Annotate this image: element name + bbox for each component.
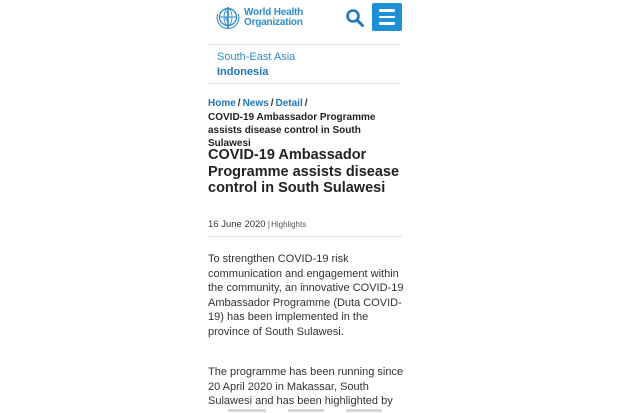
breadcrumb-news[interactable]: News [242,98,269,109]
hamburger-menu-icon [379,9,395,12]
breadcrumb-separator: / [304,98,308,109]
article-title: COVID-19 Ambassador Programme assists disease control in South Sulawesi [208,147,400,196]
breadcrumb-current: COVID-19 Ambassador Programme assists disease control in South Sulawesi [208,112,376,149]
mobile-page [200,0,412,413]
article-category: Highlights [271,220,307,229]
country-link[interactable]: Indonesia [217,66,269,78]
article-meta [208,219,402,237]
search-icon[interactable] [345,8,365,28]
region-selector [208,44,400,84]
logo-line-1: World Health [244,7,304,18]
who-logo[interactable] [215,5,303,31]
article-paragraph: To strengthen COVID-19 risk communication and engagement within the community, an innovative COVID-19 Ambassador Programme (Duta COVID-19) has been implemented in the province of South Sulawesi. [208,253,404,338]
article-paragraph: The programme has been running since 20 April 2020 in Makassar, South Sulawesi and has been highlighted by [208,366,404,408]
article-date: 16 June 2020 [208,219,266,230]
breadcrumb-detail[interactable]: Detail [275,98,303,109]
logo-line-2: Organization [244,17,303,28]
hamburger-menu-button[interactable] [372,3,402,31]
scroll-indicator [200,408,412,413]
breadcrumb [208,97,404,150]
meta-separator: | [267,219,271,230]
breadcrumb-separator: / [270,98,274,109]
region-link[interactable]: South-East Asia [217,51,296,63]
breadcrumb-separator: / [237,98,241,109]
site-header [200,0,412,40]
breadcrumb-home[interactable]: Home [208,98,236,109]
who-emblem-icon [215,5,241,31]
logo-wordmark [244,8,303,28]
